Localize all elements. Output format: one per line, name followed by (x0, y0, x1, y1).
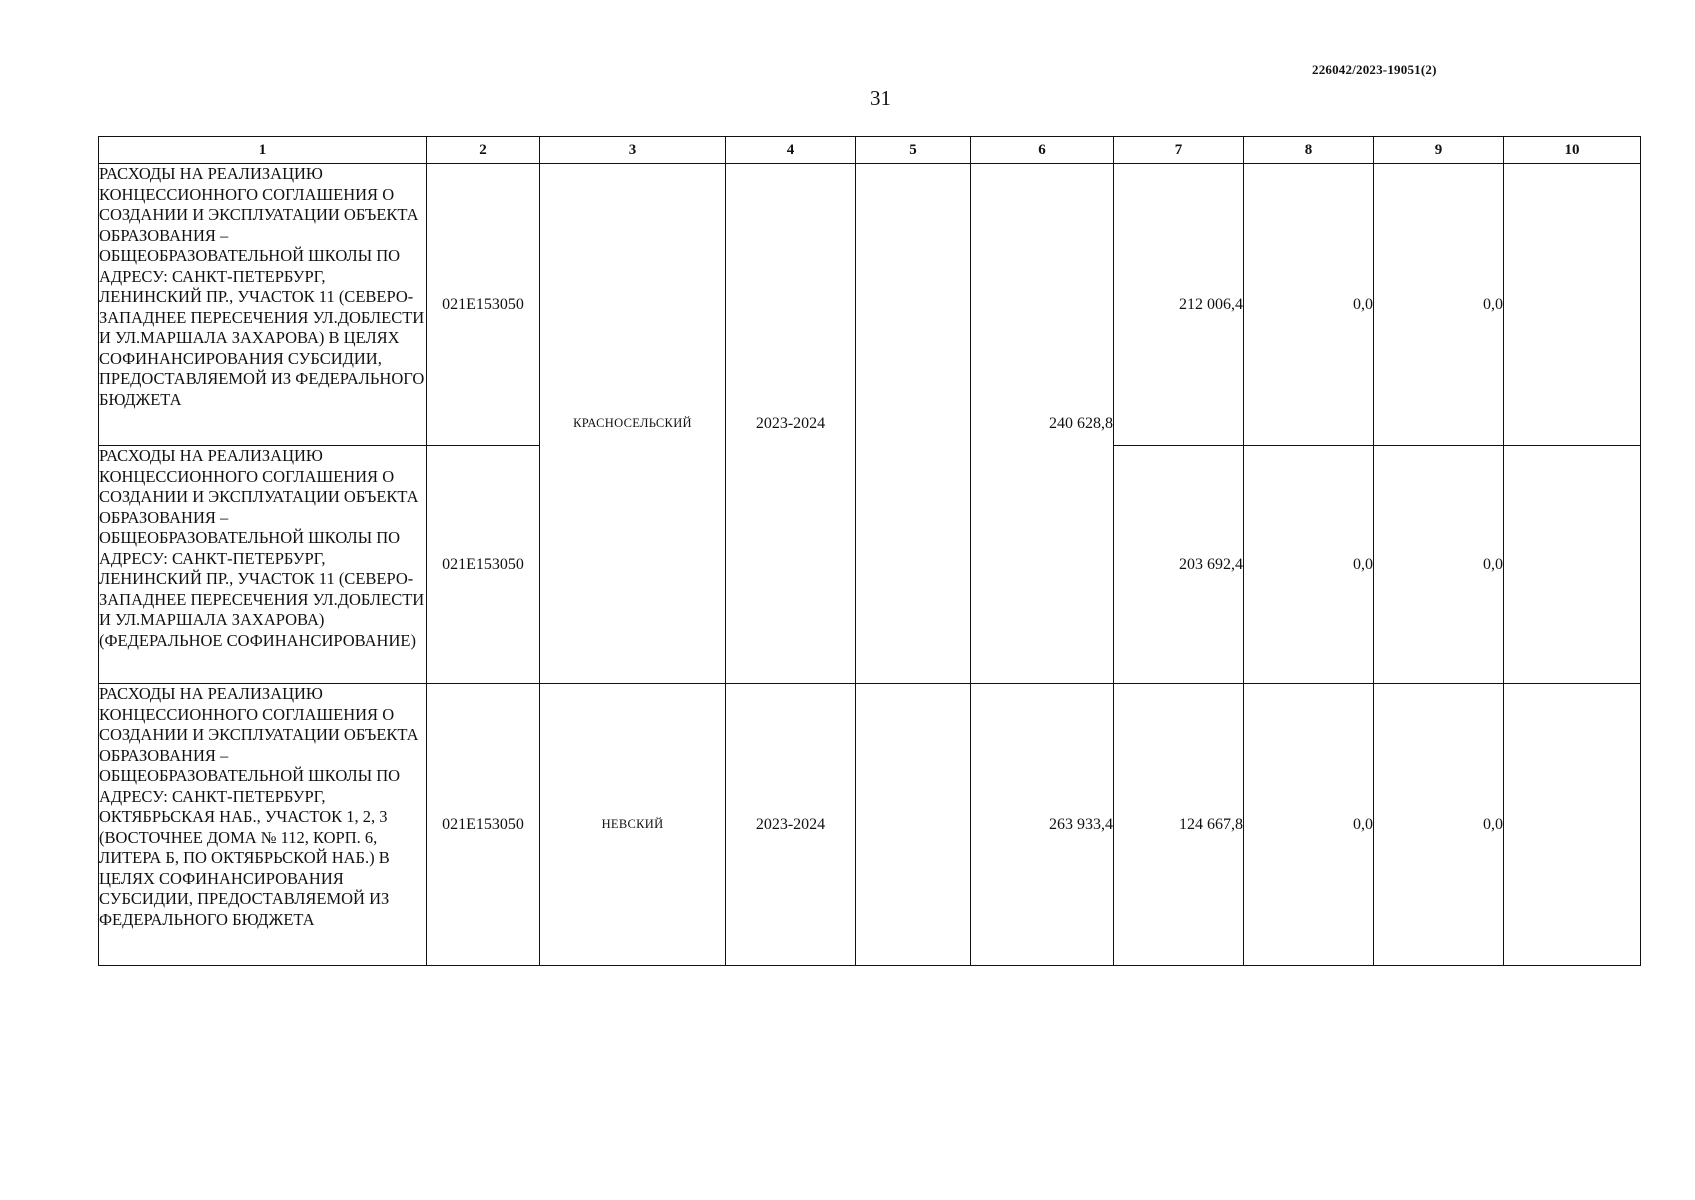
row-code: 021E153050 (427, 446, 540, 684)
col5-cell (856, 684, 971, 966)
col7-cell: 203 692,4 (1114, 446, 1244, 684)
col5-cell (856, 164, 971, 684)
page-number: 31 (870, 86, 891, 110)
col8-cell: 0,0 (1244, 164, 1374, 446)
period-cell: 2023-2024 (726, 164, 856, 684)
column-header: 1 (99, 137, 427, 164)
column-header: 8 (1244, 137, 1374, 164)
col10-cell (1504, 164, 1641, 446)
header-row (99, 137, 1641, 164)
column-header: 9 (1374, 137, 1504, 164)
column-header: 6 (971, 137, 1114, 164)
col6-cell: 263 933,4 (971, 684, 1114, 966)
row-description: РАСХОДЫ НА РЕАЛИЗАЦИЮ КОНЦЕССИОННОГО СОГЛАШЕНИЯ О СОЗДАНИИ И ЭКСПЛУАТАЦИИ ОБЪЕКТА ОБРАЗОВАНИЯ – ОБЩЕОБРАЗОВАТЕЛЬНОЙ ШКОЛЫ ПО АДРЕСУ: САНКТ-ПЕТЕРБУРГ, ОКТЯБРЬСКАЯ НАБ., УЧАСТОК 1, 2, 3 (ВОСТОЧНЕЕ ДОМА № 112, КОРП. 6, ЛИТЕРА Б, ПО ОКТЯБРЬСКОЙ НАБ.) В ЦЕЛЯХ СОФИНАНСИРОВАНИЯ СУБСИДИИ, ПРЕДОСТАВЛЯЕМОЙ ИЗ ФЕДЕРАЛЬНОГО БЮДЖЕТА (99, 684, 427, 966)
row-description: РАСХОДЫ НА РЕАЛИЗАЦИЮ КОНЦЕССИОННОГО СОГЛАШЕНИЯ О СОЗДАНИИ И ЭКСПЛУАТАЦИИ ОБЪЕКТА ОБРАЗОВАНИЯ – ОБЩЕОБРАЗОВАТЕЛЬНОЙ ШКОЛЫ ПО АДРЕСУ: САНКТ-ПЕТЕРБУРГ, ЛЕНИНСКИЙ ПР., УЧАСТОК 11 (СЕВЕРО-ЗАПАДНЕЕ ПЕРЕСЕЧЕНИЯ УЛ.ДОБЛЕСТИ И УЛ.МАРШАЛА ЗАХАРОВА) (ФЕДЕРАЛЬНОЕ СОФИНАНСИРОВАНИЕ) (99, 446, 427, 684)
row-description: РАСХОДЫ НА РЕАЛИЗАЦИЮ КОНЦЕССИОННОГО СОГЛАШЕНИЯ О СОЗДАНИИ И ЭКСПЛУАТАЦИИ ОБЪЕКТА ОБРАЗОВАНИЯ – ОБЩЕОБРАЗОВАТЕЛЬНОЙ ШКОЛЫ ПО АДРЕСУ: САНКТ-ПЕТЕРБУРГ, ЛЕНИНСКИЙ ПР., УЧАСТОК 11 (СЕВЕРО-ЗАПАДНЕЕ ПЕРЕСЕЧЕНИЯ УЛ.ДОБЛЕСТИ И УЛ.МАРШАЛА ЗАХАРОВА) В ЦЕЛЯХ СОФИНАНСИРОВАНИЯ СУБСИДИИ, ПРЕДОСТАВЛЯЕМОЙ ИЗ ФЕДЕРАЛЬНОГО БЮДЖЕТА (99, 164, 427, 446)
col8-cell: 0,0 (1244, 446, 1374, 684)
col9-cell: 0,0 (1374, 446, 1504, 684)
col7-cell: 212 006,4 (1114, 164, 1244, 446)
column-header: 3 (540, 137, 726, 164)
column-header: 10 (1504, 137, 1641, 164)
table-row (99, 164, 1641, 446)
col9-cell: 0,0 (1374, 684, 1504, 966)
col6-cell: 240 628,8 (971, 164, 1114, 684)
row-code: 021E153050 (427, 684, 540, 966)
district-cell: КРАСНОСЕЛЬСКИЙ (540, 164, 726, 684)
col9-cell: 0,0 (1374, 164, 1504, 446)
column-header: 2 (427, 137, 540, 164)
table-row (99, 684, 1641, 966)
district-cell: НЕВСКИЙ (540, 684, 726, 966)
col10-cell (1504, 684, 1641, 966)
budget-table (98, 136, 1641, 966)
document-id: 226042/2023-19051(2) (1312, 62, 1437, 77)
col10-cell (1504, 446, 1641, 684)
col8-cell: 0,0 (1244, 684, 1374, 966)
column-header: 4 (726, 137, 856, 164)
col7-cell: 124 667,8 (1114, 684, 1244, 966)
column-header: 5 (856, 137, 971, 164)
column-header: 7 (1114, 137, 1244, 164)
period-cell: 2023-2024 (726, 684, 856, 966)
row-code: 021E153050 (427, 164, 540, 446)
